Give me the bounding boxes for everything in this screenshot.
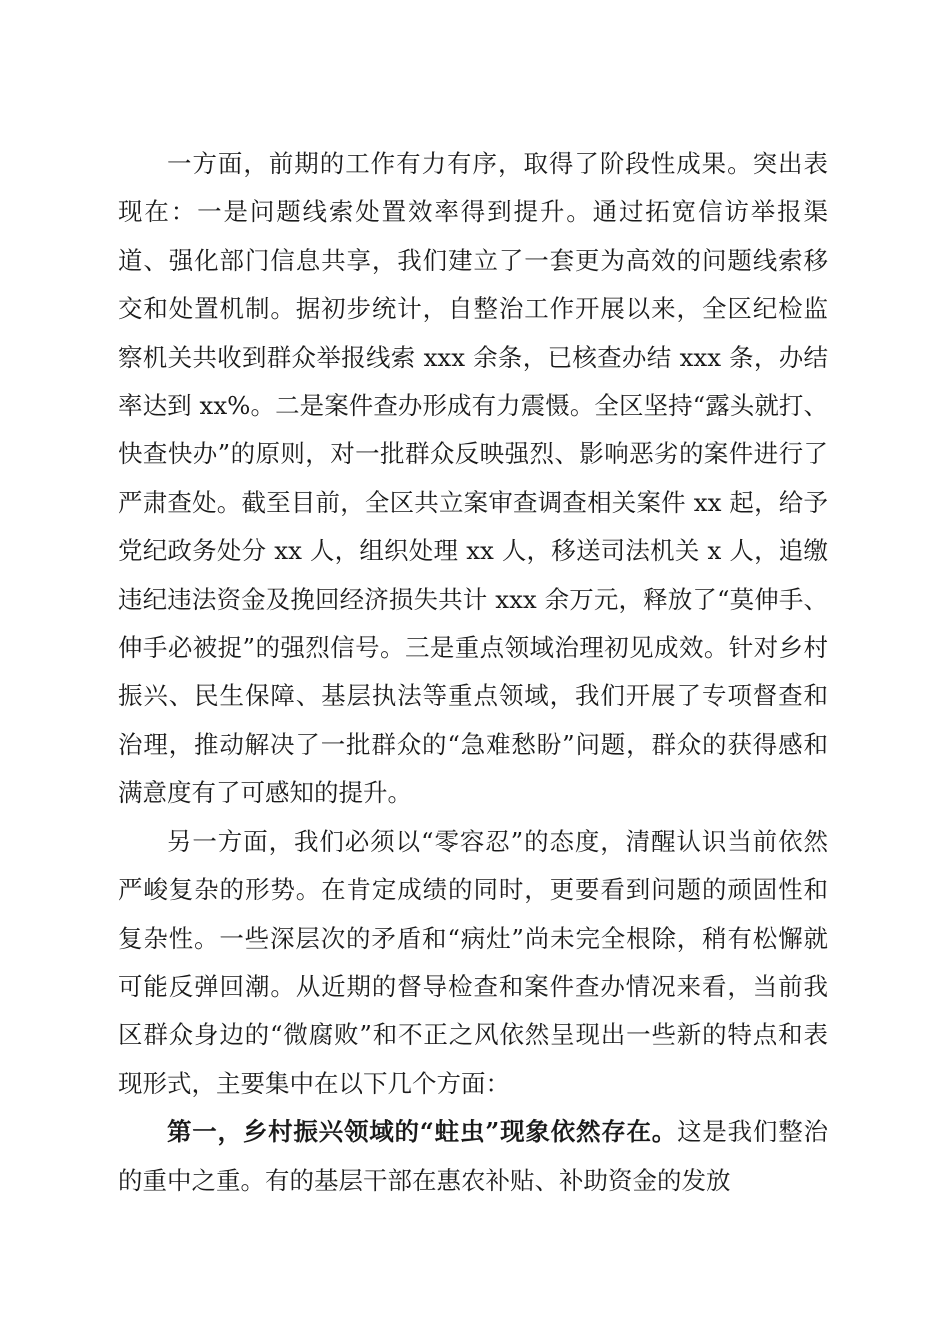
paragraph-text: 另一方面，我们必须以“零容忍”的态度，清醒认识当前依然严峻复杂的形势。在肯定成绩的同时，更要看到问题的顽固性和复杂性。一些深层次的矛盾和“病灶”尚未完全根除，稍有松懈就可能反弹回潮。从近期的督导检查和案件查办情况来看，当前我区群众身边的“微腐败”和不正之风依然呈现出一些新的特点和表现形式，主要集中在以下几个方面：: [118, 826, 828, 1098]
paragraph-text: 一方面，前期的工作有力有序，取得了阶段性成果。突出表现在：一是问题线索处置效率得到提升。通过拓宽信访举报渠道、强化部门信息共享，我们建立了一套更为高效的问题线索移交和处置机制。据初步统计，自整治工作开展以来，全区纪检监察机关共收到群众举报线索 xxx 余条，已核查办结 xxx 条，办结率达到 xx%。二是案件查办形成有力震慑。全区坚持“露头就打、快查快办”的原则，对一批群众反映强烈、影响恶劣的案件进行了严肃查处。截至目前，全区共立案审查调查相关案件 xx 起，给予党纪政务处分 xx 人，组织处理 xx 人，移送司法机关 x 人，追缴违纪违法资金及挽回经济损失共计 xxx 余万元，释放了“莫伸手、伸手必被捉”的强烈信号。三是重点领域治理初见成效。针对乡村振兴、民生保障、基层执法等重点领域，我们开展了专项督查和治理，推动解决了一批群众的“急难愁盼”问题，群众的获得感和满意度有了可感知的提升。: [118, 149, 828, 808]
paragraph-lead-sentence: 第一，乡村振兴领域的“蛀虫”现象依然存在。: [167, 1117, 678, 1147]
paragraph-achievements: [118, 140, 828, 818]
paragraph-text: 这是我们整治的重中之重。有的基层干部在惠农补贴、补助资金的发放: [118, 1117, 828, 1195]
document-body: [118, 140, 828, 1205]
paragraph-rural-revitalization: [118, 1108, 828, 1205]
paragraph-situation: [118, 818, 828, 1108]
